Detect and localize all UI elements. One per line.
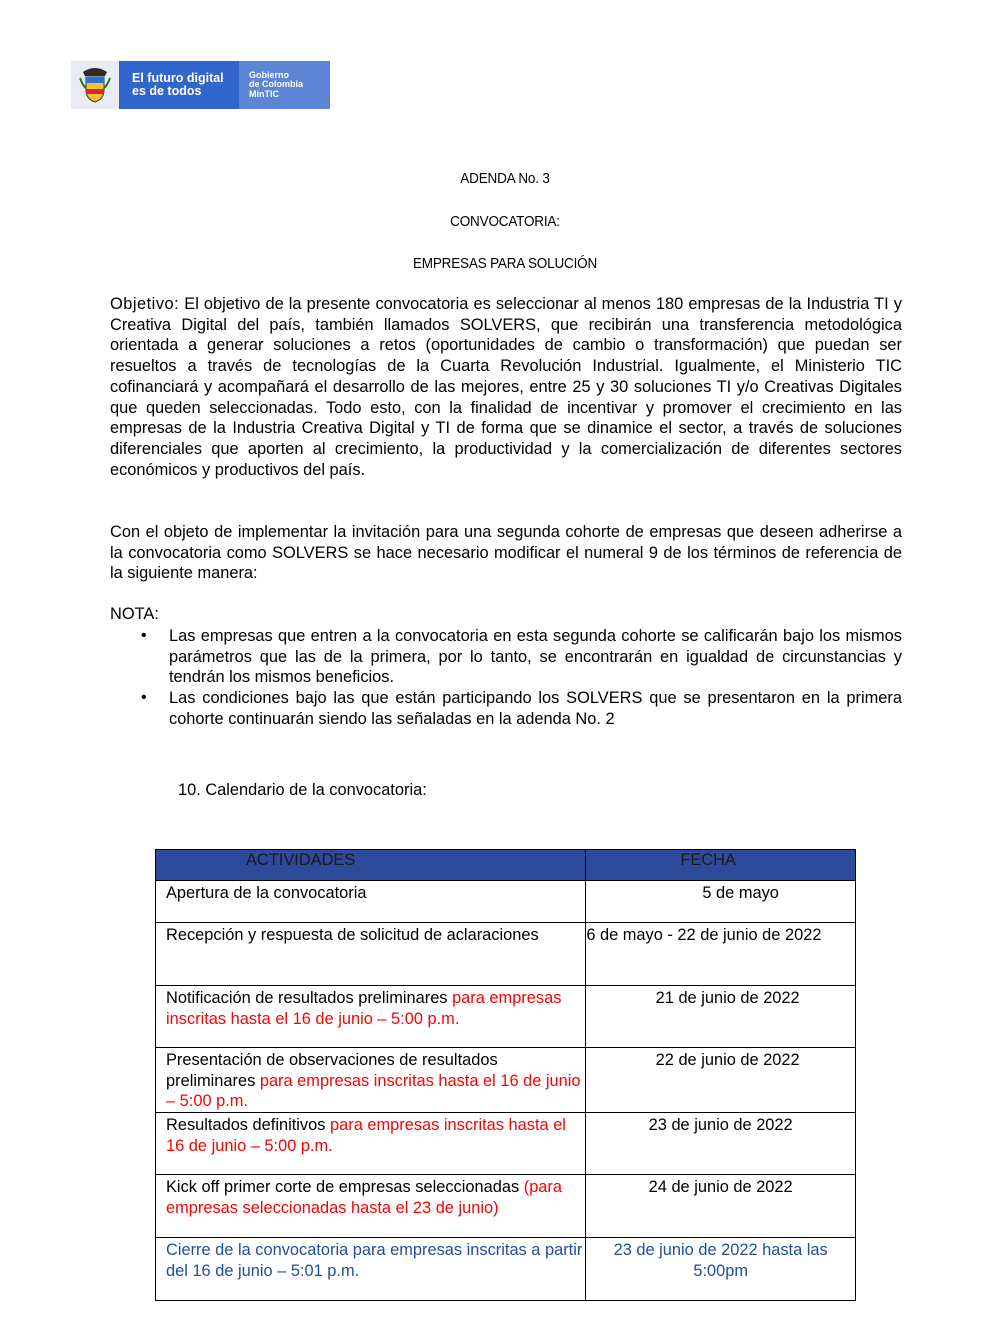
- column-header-activities: [156, 850, 586, 881]
- logo-sub-line: Gobierno: [249, 69, 289, 80]
- date-text: 24 de junio de 2022: [648, 1178, 793, 1197]
- activity-text: Apertura de la convocatoria: [166, 884, 367, 902]
- activity-note: para empresas inscritas hasta el 16 de junio – 5:00 p.m.: [166, 1116, 566, 1155]
- calendar-table: [155, 849, 856, 1301]
- logo-sub-line: de Colombia: [249, 79, 304, 90]
- date-cell: [586, 881, 856, 923]
- table-row: [156, 923, 856, 986]
- activity-cell: [156, 1113, 586, 1175]
- date-text: 22 de junio de 2022: [655, 1051, 800, 1069]
- nota-item-text: Las empresas que entren a la convocatoria en esta segunda cohorte se calificarán bajo los mismos parámetros que las de la primera, por lo tanto, se encontrarán en igualdad de circunstancias y tendrán los mismos beneficios.: [169, 627, 902, 687]
- date-text: 23 de junio de 2022 hasta las 5:00pm: [613, 1241, 828, 1280]
- activity-text: Presentación de observaciones de resultados preliminares: [166, 1051, 498, 1090]
- table-row: [156, 986, 856, 1048]
- activity-cell: [156, 986, 586, 1048]
- activity-cell: [156, 1175, 586, 1238]
- activity-text: Notificación de resultados preliminares: [166, 989, 453, 1007]
- activity-note: para empresas inscritas hasta el 16 de junio – 5:00 p.m.: [166, 989, 562, 1028]
- date-cell: [586, 1113, 856, 1175]
- nota-label: NOTA:: [110, 605, 159, 623]
- table-header-row: [156, 850, 856, 881]
- date-cell: [586, 1048, 856, 1113]
- table-row: [156, 1113, 856, 1175]
- date-cell: [586, 1175, 856, 1238]
- bullet-icon: •: [141, 627, 147, 644]
- subject-title: EMPRESAS PARA SOLUCIÓN: [412, 255, 598, 272]
- logo-sub-line: MinTIC: [249, 88, 279, 99]
- activity-text: Cierre de la convocatoria para empresas inscritas a partir del 16 de junio – 5:01 p.m.: [166, 1241, 583, 1280]
- logo-line: es de todos: [132, 84, 202, 98]
- date-text: 5 de mayo: [702, 884, 779, 902]
- activity-text: Resultados definitivos: [166, 1116, 330, 1135]
- nota-item-text: Las condiciones bajo las que están participando los SOLVERS que se presentaron en la primera cohorte continuarán siendo las señaladas en la adenda No. 2: [169, 689, 902, 728]
- table-row: [156, 1048, 856, 1113]
- list-item: [110, 688, 902, 729]
- activity-cell: [156, 923, 586, 986]
- date-cell: [586, 986, 856, 1048]
- call-title: CONVOCATORIA:: [450, 213, 560, 230]
- logo-sub-text: [239, 61, 330, 109]
- objective-label: Objetivo:: [110, 295, 180, 313]
- logo-main-text: [119, 61, 239, 109]
- activity-text: Recepción y respuesta de solicitud de aclaraciones: [166, 926, 539, 944]
- intro-paragraph: Con el objeto de implementar la invitación para una segunda cohorte de empresas que deseen adherirse a la convocatoria como SOLVERS se hace necesario modificar el numeral 9 de los términos de referencia de la siguiente manera:: [110, 523, 902, 583]
- calendar-title: 10. Calendario de la convocatoria:: [178, 781, 427, 799]
- objective-text: El objetivo de la presente convocatoria es seleccionar al menos 180 empresas de la Industria TI y Creativa Digital del país, también llamados SOLVERS, que recibirán una transferencia metodológica orientada a generar soluciones a retos (oportunidades de cambio o transformación) que puedan ser resueltos a través de tecnologías de la Cuarta Revolución Industrial. Igualmente, el Ministerio TIC cofinanciará y acompañará el desarrollo de las mejores, entre 25 y 30 soluciones TI y/o Creativas Digitales que queden seleccionadas. Todo esto, con la finalidad de incentivar y promover el crecimiento en las empresas de la Industria Creativa Digital y TI de forma que se dinamice el sector, a través de soluciones diferenciales que aporten al crecimiento, la productividad y la comercialización de diferentes sectores económicos y productivos del país.: [110, 295, 902, 479]
- activity-note: para empresas inscritas hasta el 16 de junio – 5:00 p.m.: [166, 1071, 581, 1111]
- addendum-title: ADENDA No. 3: [460, 170, 550, 187]
- gov-logo: [71, 61, 330, 109]
- activity-cell: [156, 1048, 586, 1113]
- activity-cell: [156, 881, 586, 923]
- nota-list: [110, 626, 902, 730]
- coat-of-arms-icon: [71, 61, 119, 109]
- objective-paragraph: [110, 294, 902, 480]
- activity-text: Kick off primer corte de empresas seleccionadas: [166, 1178, 524, 1197]
- table-row: [156, 881, 856, 923]
- activity-note: (para empresas seleccionadas hasta el 23 de junio): [166, 1178, 562, 1217]
- column-header-date: [586, 850, 856, 881]
- column-header-label: ACTIVIDADES: [246, 851, 356, 869]
- list-item: [110, 626, 902, 688]
- table-row: [156, 1175, 856, 1238]
- activity-cell: [156, 1238, 586, 1301]
- bullet-icon: •: [141, 689, 147, 707]
- date-text: 21 de junio de 2022: [655, 989, 800, 1007]
- date-cell: [586, 923, 856, 986]
- date-text: 23 de junio de 2022: [648, 1116, 793, 1135]
- logo-line: El futuro digital: [132, 71, 224, 85]
- date-cell: [586, 1238, 856, 1301]
- table-row: [156, 1238, 856, 1301]
- date-text: 6 de mayo - 22 de junio de 2022: [586, 926, 822, 944]
- column-header-label: FECHA: [680, 851, 736, 869]
